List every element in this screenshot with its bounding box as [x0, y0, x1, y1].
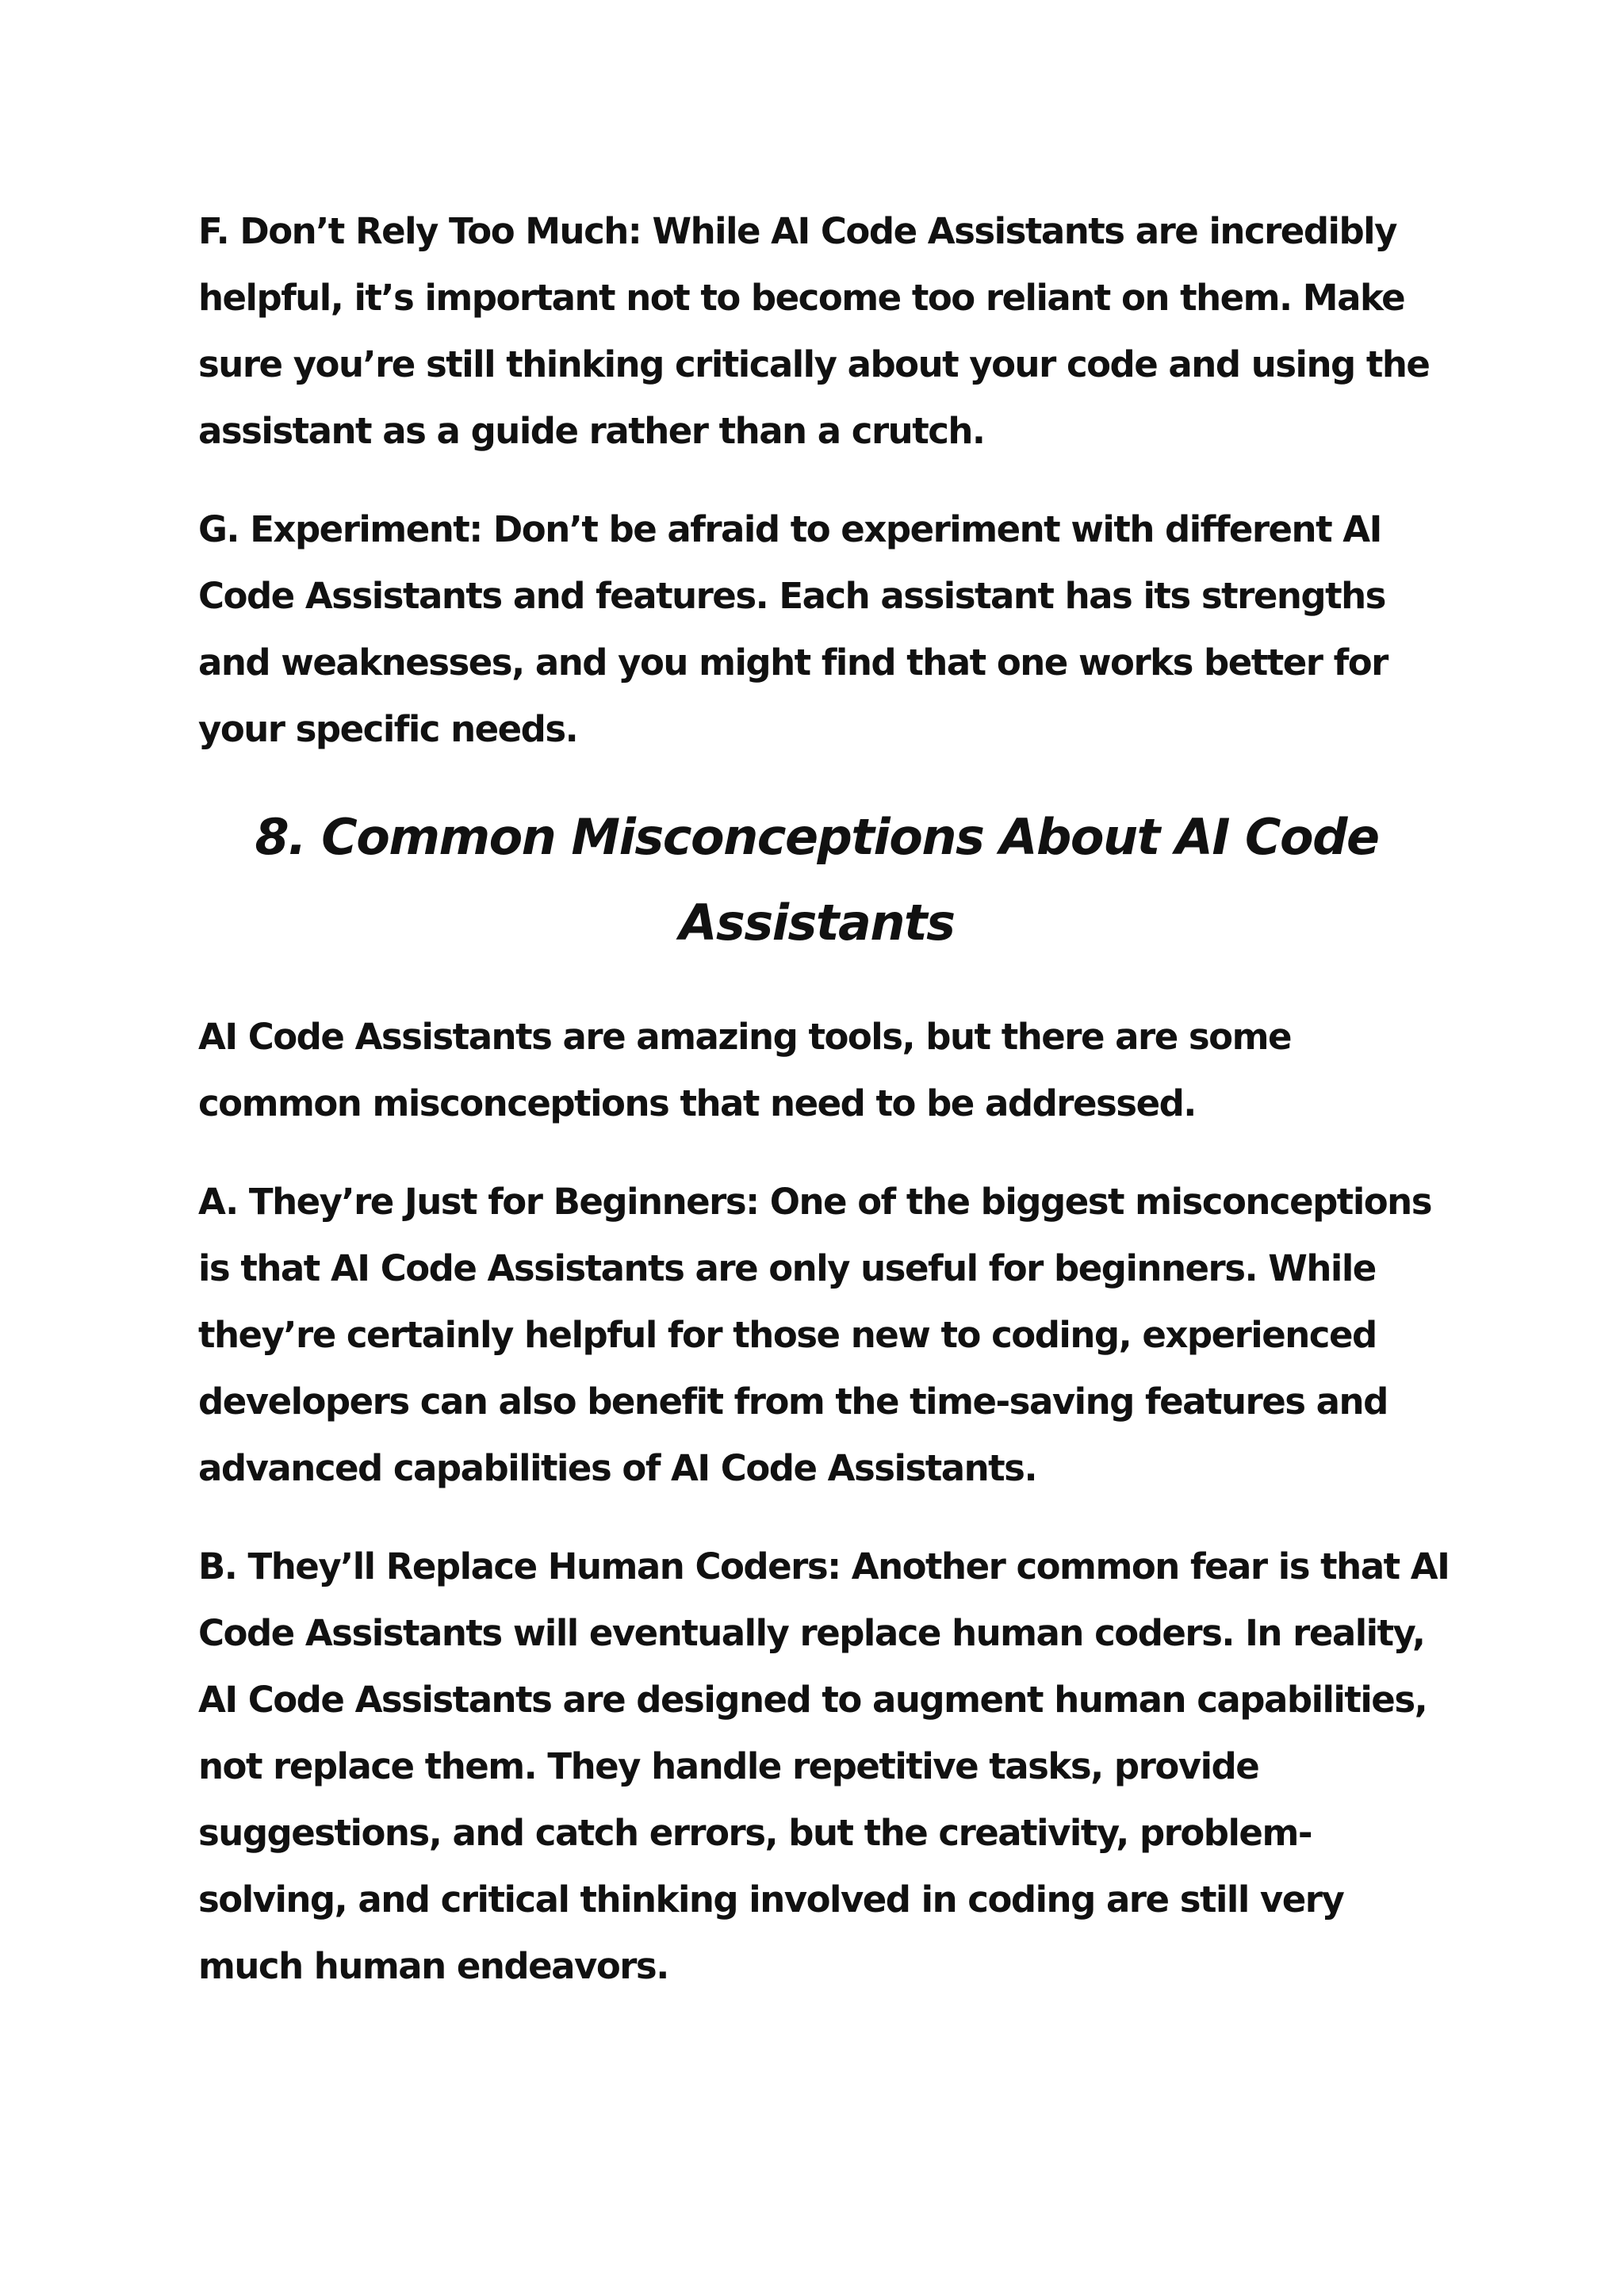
section-intro: AI Code Assistants are amazing tools, but there are some common misconceptions that need to be addressed.: [198, 1016, 1291, 1124]
document-page: [198, 198, 1451, 2032]
tip-paragraph-f: F. Don’t Rely Too Much: While AI Code Assistants are incredibly helpful, it’s important not to become too reliant on them. Make sure you’re still thinking critically about your code and using the assistant as a guide rather than a crutch.: [198, 210, 1430, 452]
section-heading-wrap: [198, 795, 1435, 966]
misconception-a: A. They’re Just for Beginners: One of the biggest misconceptions is that AI Code Assistants are only useful for beginners. While they’re certainly helpful for those new to coding, experienced developers can also benefit from the time-saving features and advanced capabilities of AI Code Assistants.: [198, 1181, 1431, 1489]
misconception-b: B. They’ll Replace Human Coders: Another common fear is that AI Code Assistants will eventually replace human coders. In reality, AI Code Assistants are designed to augment human capabilities, not replace them. They handle repetitive tasks, provide suggestions, and catch errors, but the creativity, problem-solving, and critical thinking involved in coding are still very much human endeavors.: [198, 1545, 1450, 1987]
section-heading: 8. Common Misconceptions About AI Code Assistants: [255, 808, 1379, 952]
tip-paragraph-g: G. Experiment: Don’t be afraid to experiment with different AI Code Assistants and features. Each assistant has its strengths and weaknesses, and you might find that one works better for your specific needs.: [198, 508, 1388, 750]
